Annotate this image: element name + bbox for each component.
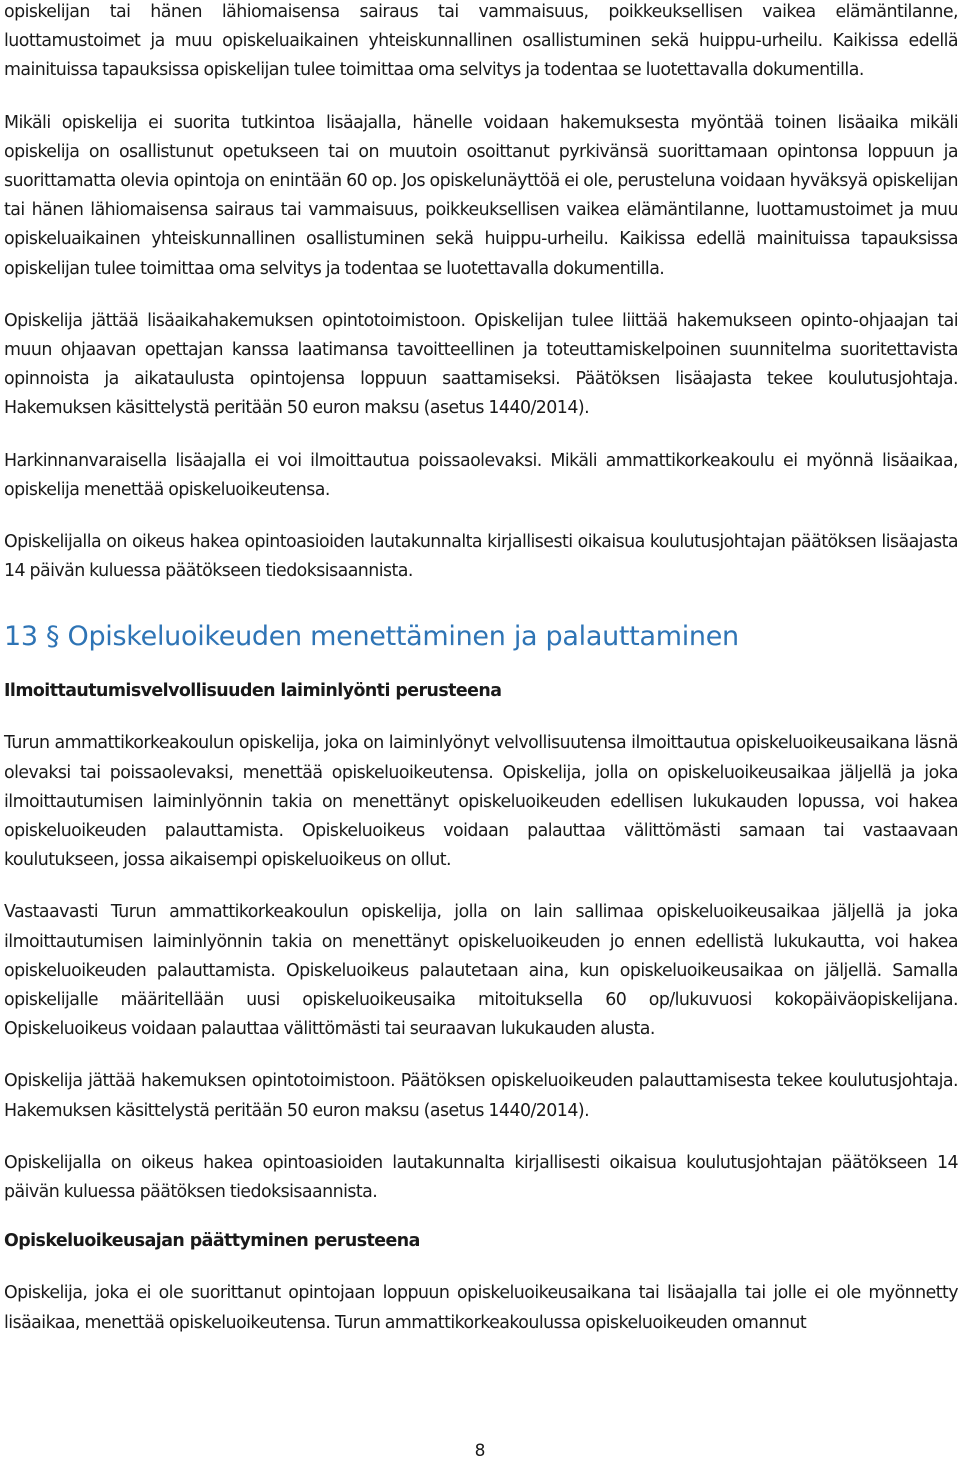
section-heading: 13 § Opiskeluoikeuden menettäminen ja palauttaminen (4, 621, 739, 653)
paragraph-appeal-restoration: Opiskelijalla on oikeus hakea opintoasioiden lautakunnalta kirjallisesti oikaisua koulutusjohtajan päätökseen 14 päivän kuluessa päätöksen tiedoksisaannista. (4, 1152, 958, 1203)
paragraph-continuation: opiskelijan tai hänen lähiomaisensa sairaus tai vammaisuus, poikkeuksellisen vaikea elämäntilanne, luottamustoimet ja muu opiskeluaikainen yhteiskunnallinen osallistuminen sekä huippu-urheilu. Kaikissa edellä mainituissa tapauksissa opiskelijan tulee toimittaa oma selvitys ja todentaa se luotettavalla dokumentilla. (4, 2, 958, 81)
paragraph-second-extension: Mikäli opiskelija ei suorita tutkintoa lisäajalla, hänelle voidaan hakemuksesta myöntää toinen lisäaika mikäli opiskelija on osallistunut opetukseen tai on muutoin osoittanut pyrkivänsä suorittamaan opintonsa loppuun ja suorittamatta olevia opintoja on enintään 60 op. Jos opiskelunäyttöä ei ole, perusteluna voidaan hyväksyä opiskelijan tai hänen lähiomaisensa sairaus tai vammaisuus, poikkeuksellisen vaikea elämäntilanne, luottamustoimet ja muu opiskeluaikainen yhteiskunnallinen osallistuminen sekä huippu-urheilu. Kaikissa edellä mainituissa tapauksissa opiskelijan tulee toimittaa oma selvitys ja todentaa se luotettavalla dokumentilla. (4, 112, 958, 279)
document-page (4, 0, 958, 1338)
subheading-study-time-expiry: Opiskeluoikeusajan päättyminen perusteena (4, 1231, 420, 1252)
paragraph-registration-neglect: Turun ammattikorkeakoulun opiskelija, joka on laiminlyönyt velvollisuutensa ilmoittautua opiskeluoikeusaikana läsnä olevaksi tai poissaolevaksi, menettää opiskeluoikeutensa. Opiskelija, jolla on opiskeluoikeusaikaa jäljellä ja joka ilmoittautumisen laiminlyönnin takia on menettänyt opiskeluoikeuden edellisen lukukauden lopussa, voi hakea opiskeluoikeuden palauttamista. Opiskeluoikeus voidaan palauttaa välittömästi samaan tai vastaavaan koulutukseen, jossa aikaisempi opiskeluoikeus on ollut. (4, 733, 958, 871)
paragraph-absence-rule: Harkinnanvaraisella lisäajalla ei voi ilmoittautua poissaolevaksi. Mikäli ammattikorkeakoulu ei myönnä lisäaikaa, opiskelija menettää opiskeluoikeutensa. (4, 450, 958, 500)
page-number: 8 (474, 1441, 486, 1461)
paragraph-extension-application: Opiskelija jättää lisäaikahakemuksen opintotoimistoon. Opiskelijan tulee liittää hakemukseen opinto-ohjaajan tai muun ohjaavan opettajan kanssa laatimansa tavoitteellinen ja toteuttamiskelpoinen suunnitelma suoritettavista opinnoista ja aikataulusta opintojensa loppuun saattamiseksi. Päätöksen lisäajasta tekee koulutusjohtaja. Hakemuksen käsittelystä peritään 50 euron maksu (asetus 1440/2014). (4, 310, 958, 419)
paragraph-study-time-expiry: Opiskelija, joka ei ole suorittanut opintojaan loppuun opiskeluoikeusaikana tai lisäajalla tai jolle ei ole myönnetty lisäaikaa, menettää opiskeluoikeutensa. Turun ammattikorkeakoulussa opiskeluoikeuden omannut (4, 1283, 958, 1333)
paragraph-restoration-application: Opiskelija jättää hakemuksen opintotoimistoon. Päätöksen opiskeluoikeuden palauttamisesta tekee koulutusjohtaja. Hakemuksen käsittelystä peritään 50 euron maksu (asetus 1440/2014). (4, 1071, 958, 1121)
paragraph-appeal-extension: Opiskelijalla on oikeus hakea opintoasioiden lautakunnalta kirjallisesti oikaisua koulutusjohtajan päätöksen lisäajasta 14 päivän kuluessa päätökseen tiedoksisaannista. (4, 532, 958, 582)
paragraph-restoration: Vastaavasti Turun ammattikorkeakoulun opiskelija, jolla on lain sallimaa opiskeluoikeusaikaa jäljellä ja joka ilmoittautumisen laiminlyönnin takia on menettänyt opiskeluoikeuden jo ennen edellistä lukukautta, voi hakea opiskeluoikeuden palauttamista. Opiskeluoikeus palautetaan aina, kun opiskeluoikeusaikaa on jäljellä. Samalla opiskelijalle määritellään uusi opiskeluoikeusaika mitoituksella 60 op/lukuvuosi kokopäiväopiskelijana. Opiskeluoikeus voidaan palauttaa välittömästi tai seuraavan lukukauden alusta. (4, 902, 958, 1040)
subheading-registration-neglect: Ilmoittautumisvelvollisuuden laiminlyönti perusteena (4, 681, 502, 702)
